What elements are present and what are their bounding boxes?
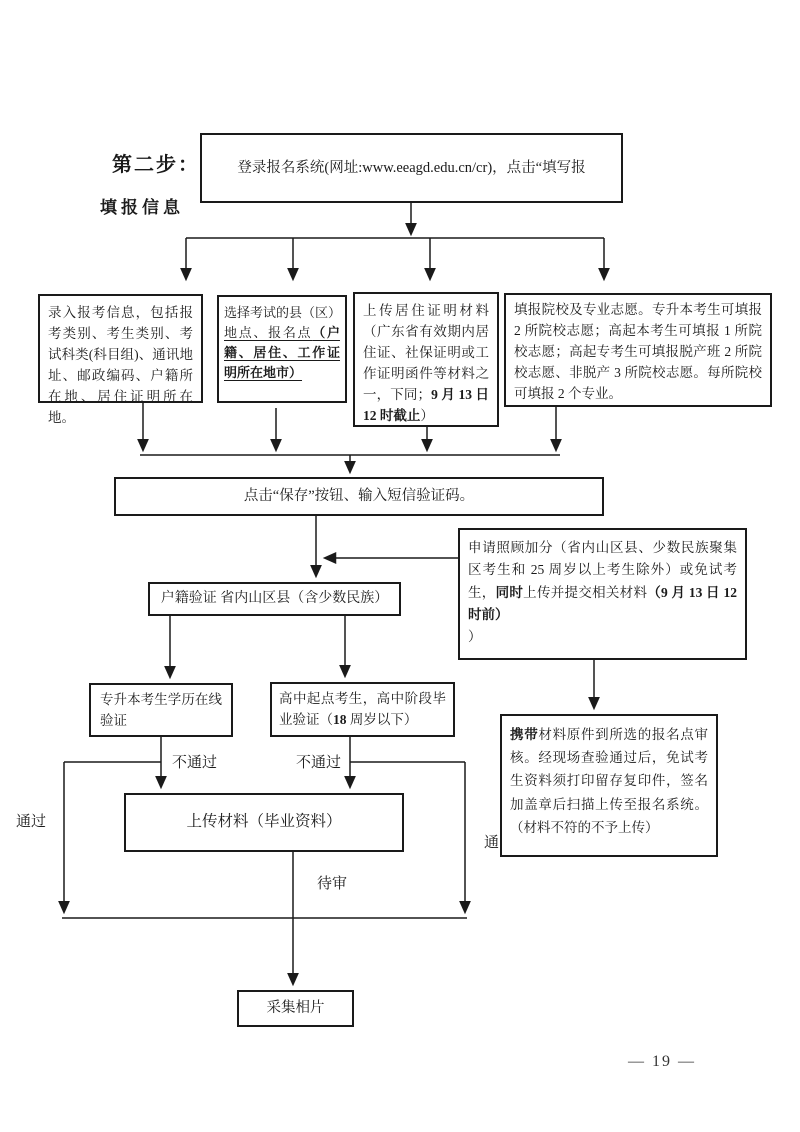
fail-label-left: 不通过 xyxy=(172,755,218,771)
bonus-bold-2: （9 月 13 日 12 时前） xyxy=(468,584,738,622)
highschool-verification-box xyxy=(270,682,455,737)
save-box xyxy=(114,477,604,516)
zsb-verification-text: 专升本考生学历在线验证 xyxy=(100,692,222,728)
page-number: — 19 — xyxy=(628,1053,696,1070)
step-label: 第二步： xyxy=(112,154,200,176)
residence-proof-text: 上传居住证明材料（广东省有效期内居住证、社保证明或工作证明函件等材料之一，下同； xyxy=(363,303,489,402)
bonus-text-3: ） xyxy=(468,629,482,645)
enter-info-text: 录入报考信息，包括报考类别、考生类别、考试科类(科目组)、通讯地址、邮政编码、户籍所在地、居住证明所在地。 xyxy=(48,305,193,425)
highschool-text-1: 高中起点考生，高中阶段毕业验证（ xyxy=(279,691,446,727)
zsb-verification-box xyxy=(89,683,233,737)
onsite-bold: 携带 xyxy=(510,727,539,742)
pending-review-label: 待审 xyxy=(317,876,348,892)
highschool-text-2: 周岁以下） xyxy=(346,711,418,727)
college-preference-box xyxy=(504,293,772,407)
upload-materials-box xyxy=(124,793,404,852)
photo-collection-box xyxy=(237,990,354,1027)
select-site-line1: 选择考试的县（区） xyxy=(224,305,342,320)
highschool-bold: 18 xyxy=(333,711,347,727)
pass-label-left: 通过 xyxy=(16,814,47,830)
residence-proof-box xyxy=(353,292,499,427)
select-site-underline: 地点、报名点 xyxy=(224,325,313,341)
bonus-bold-1: 同时 xyxy=(495,584,524,600)
step-sublabel: 填报信息 xyxy=(100,198,184,217)
upload-materials-text: 上传材料（毕业资料） xyxy=(186,813,342,831)
onsite-text: 材料原件到所选的报名点审核。经现场查验通过后，免试考生资料须打印留存复印件，签名加盖章后扫描上传至报名系统。（材料不符的不予上传） xyxy=(510,727,709,835)
bonus-text-1: 申请照顾加分（省内山区县、少数民族聚集区考生和 25 周岁以上考生除外）或免试考生， xyxy=(468,540,737,600)
enter-info-box xyxy=(38,294,203,425)
photo-collection-text: 采集相片 xyxy=(266,1000,325,1017)
college-preference-text: 填报院校及专业志愿。专升本考生可填报 2 所院校志愿；高起本考生可填报 1 所院校志愿；高起专考生可填报脱产班 2 所院校志愿、非脱产 3 所院校志愿。每所院校可填报 2 个专业。 xyxy=(514,302,762,401)
residence-deadline: 9 月 13 日 12 时截止 xyxy=(363,386,489,423)
bonus-text-2: 上传并提交相关材料 xyxy=(523,584,648,600)
hukou-verification-text: 户籍验证 省内山区县（含少数民族） xyxy=(160,591,389,607)
select-site-box xyxy=(217,295,347,403)
hukou-verification-box xyxy=(148,582,401,616)
select-site-bold: （户籍、居住、工作证明所在地市） xyxy=(224,325,340,381)
onsite-review-box xyxy=(500,714,718,857)
login-box xyxy=(200,133,623,203)
pass-label-right: 通 xyxy=(484,835,500,851)
save-box-text: 点击“保存”按钮、输入短信验证码。 xyxy=(243,488,475,505)
login-box-text: 登录报名系统(网址:www.eeagd.edu.cn/cr)，点击“填写报 xyxy=(237,159,586,176)
residence-proof-close: ） xyxy=(420,407,434,423)
bonus-application-box xyxy=(458,528,747,660)
fail-label-right: 不通过 xyxy=(296,755,342,771)
